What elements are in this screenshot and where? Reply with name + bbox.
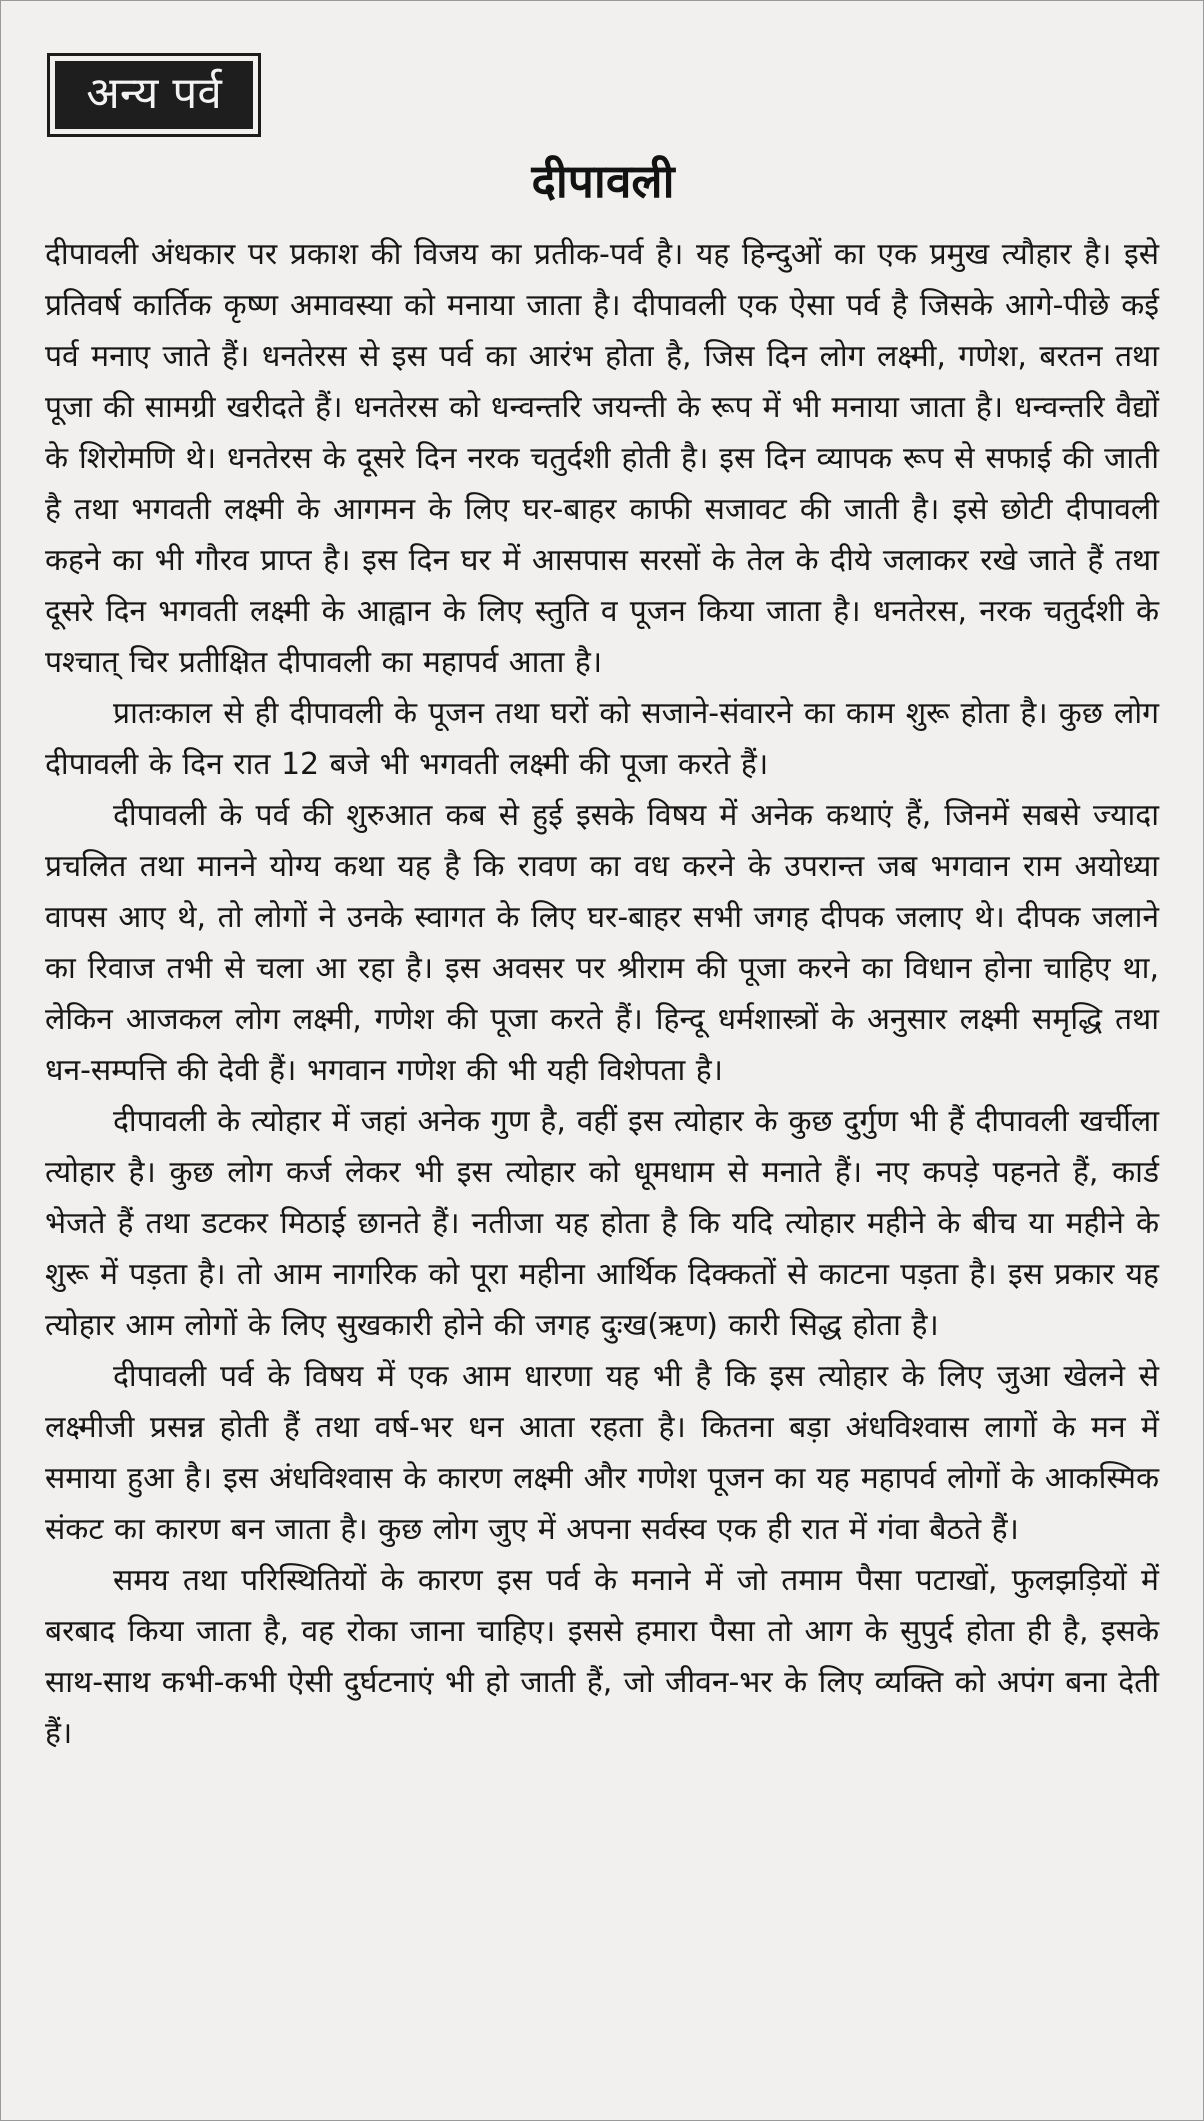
section-label-box: [47, 53, 261, 137]
paragraph: समय तथा परिस्थितियों के कारण इस पर्व के मनाने में जो तमाम पैसा पटाखों, फुलझड़ियों में बरबाद किया जाता है, वह रोका जाना चाहिए। इससे हमारा पैसा तो आग के सुपुर्द होता ही है, इसके साथ-साथ कभी-कभी ऐसी दुर्घटनाएं भी हो जाती हैं, जो जीवन-भर के लिए व्यक्ति को अपंग बना देती हैं।: [45, 1563, 1159, 1751]
paragraph: प्रातःकाल से ही दीपावली के पूजन तथा घरों को सजाने-संवारने का काम शुरू होता है। कुछ लोग दीपावली के दिन रात 12 बजे भी भगवती लक्ष्मी की पूजा करते हैं।: [45, 696, 1159, 782]
paragraph: दीपावली पर्व के विषय में एक आम धारणा यह भी है कि इस त्योहार के लिए जुआ खेलने से लक्ष्मीजी प्रसन्न होती हैं तथा वर्ष-भर धन आता रहता है। कितना बड़ा अंधविश्वास लागों के मन में समाया हुआ है। इस अंधविश्वास के कारण लक्ष्मी और गणेश पूजन का यह महापर्व लोगों के आकस्मिक संकट का कारण बन जाता है। कुछ लोग जुए में अपना सर्वस्व एक ही रात में गंवा बैठते हैं।: [45, 1359, 1159, 1547]
page-title: दीपावली: [531, 154, 675, 208]
paragraph: दीपावली के पर्व की शुरुआत कब से हुई इसके विषय में अनेक कथाएं हैं, जिनमें सबसे ज्यादा प्रचलित तथा मानने योग्य कथा यह है कि रावण का वध करने के उपरान्त जब भगवान राम अयोध्या वापस आए थे, तो लोगों ने उनके स्वागत के लिए घर-बाहर सभी जगह दीपक जलाए थे। दीपक जलाने का रिवाज तभी से चला आ रहा है। इस अवसर पर श्रीराम की पूजा करने का विधान होना चाहिए था, लेकिन आजकल लोग लक्ष्मी, गणेश की पूजा करते हैं। हिन्दू धर्मशास्त्रों के अनुसार लक्ष्मी समृद्धि तथा धन-सम्पत्ति की देवी हैं। भगवान गणेश की भी यही विशेपता है।: [45, 798, 1159, 1088]
section-label: अन्य पर्व: [55, 61, 253, 129]
essay-body: [45, 229, 1159, 1759]
paragraph: दीपावली के त्योहार में जहां अनेक गुण है, वहीं इस त्योहार के कुछ दुर्गुण भी हैं दीपावली खर्चीला त्योहार है। कुछ लोग कर्ज लेकर भी इस त्योहार को धूमधाम से मनाते हैं। नए कपड़े पहनते हैं, कार्ड भेजते हैं तथा डटकर मिठाई छानते हैं। नतीजा यह होता है कि यदि त्योहार महीने के बीच या महीने के शुरू में पड़ता है। तो आम नागरिक को पूरा महीना आर्थिक दिक्कतों से काटना पड़ता है। इस प्रकार यह त्योहार आम लोगों के लिए सुखकारी होने की जगह दुःख(ऋण) कारी सिद्ध होता है।: [45, 1104, 1159, 1343]
paragraph: दीपावली अंधकार पर प्रकाश की विजय का प्रतीक-पर्व है। यह हिन्दुओं का एक प्रमुख त्यौहार है। इसे प्रतिवर्ष कार्तिक कृष्ण अमावस्या को मनाया जाता है। दीपावली एक ऐसा पर्व है जिसके आगे-पीछे कई पर्व मनाए जाते हैं। धनतेरस से इस पर्व का आरंभ होता है, जिस दिन लोग लक्ष्मी, गणेश, बरतन तथा पूजा की सामग्री खरीदते हैं। धनतेरस को धन्वन्तरि जयन्ती के रूप में भी मनाया जाता है। धन्वन्तरि वैद्यों के शिरोमणि थे। धनतेरस के दूसरे दिन नरक चतुर्दशी होती है। इस दिन व्यापक रूप से सफाई की जाती है तथा भगवती लक्ष्मी के आगमन के लिए घर-बाहर काफी सजावट की जाती है। इसे छोटी दीपावली कहने का भी गौरव प्राप्त है। इस दिन घर में आसपास सरसों के तेल के दीये जलाकर रखे जाते हैं तथा दूसरे दिन भगवती लक्ष्मी के आह्वान के लिए स्तुति व पूजन किया जाता है। धनतेरस, नरक चतुर्दशी के पश्चात् चिर प्रतीक्षित दीपावली का महापर्व आता है।: [45, 237, 1159, 680]
